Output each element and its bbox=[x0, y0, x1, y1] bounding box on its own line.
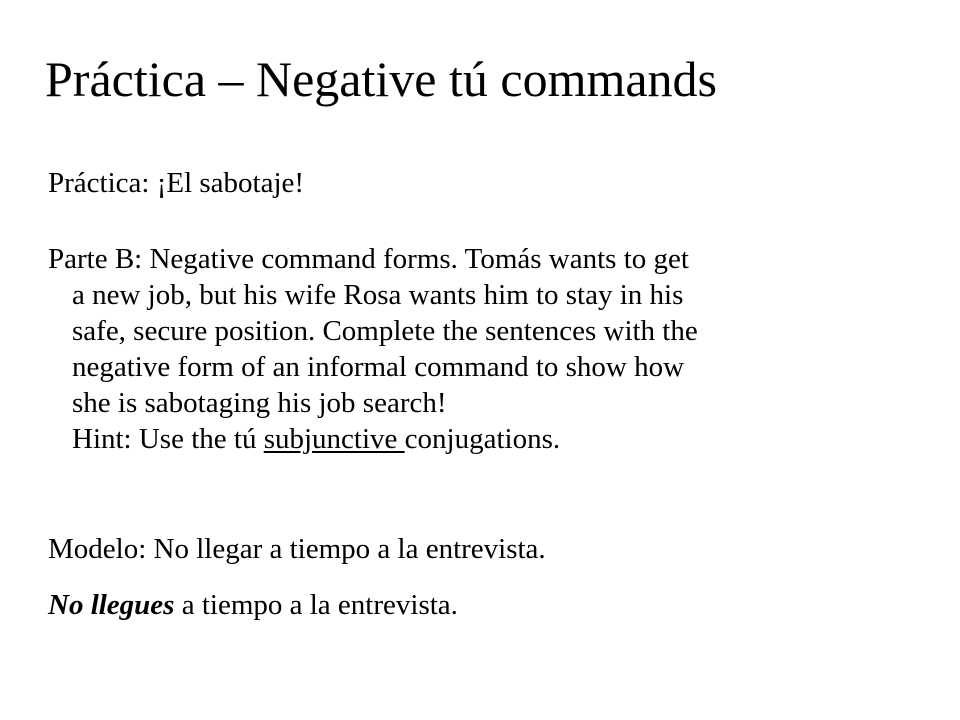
parte-b-line-3: safe, secure position. Complete the sentences with the bbox=[72, 315, 698, 347]
modelo-answer bbox=[48, 591, 458, 620]
parte-b-line-4: negative form of an informal command to show how bbox=[72, 351, 685, 383]
parte-b-line-2: a new job, but his wife Rosa wants him to stay in his bbox=[72, 279, 684, 311]
parte-b-instructions bbox=[48, 241, 698, 457]
practica-heading: Práctica: ¡El sabotaje! bbox=[48, 167, 305, 199]
parte-b-line-5: she is sabotaging his job search! bbox=[72, 387, 447, 419]
modelo-line: Modelo: No llegar a tiempo a la entrevista. bbox=[48, 533, 546, 565]
hint-line bbox=[48, 421, 698, 457]
answer-emphasis: No llegues bbox=[48, 589, 175, 621]
hint-prefix: Hint: Use the tú bbox=[72, 423, 264, 455]
parte-b-line-1: Parte B: Negative command forms. Tomás wants to get bbox=[48, 243, 689, 275]
hint-suffix: conjugations. bbox=[404, 423, 561, 455]
slide-title: Práctica – Negative tú commands bbox=[45, 51, 717, 107]
hint-underlined-word: subjunctive bbox=[263, 423, 405, 455]
answer-rest: a tiempo a la entrevista. bbox=[174, 589, 458, 621]
